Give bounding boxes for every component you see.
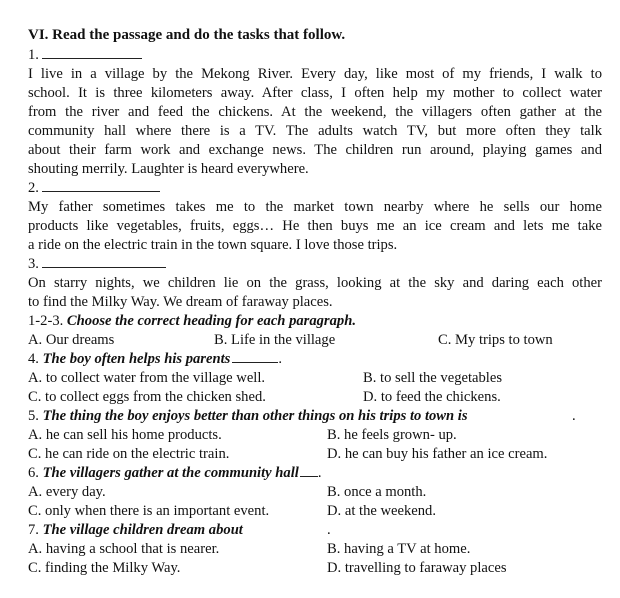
answer-option[interactable]: D. he can buy his father an ice cream. [327,446,548,462]
paragraph-1-heading-blank[interactable] [42,46,142,59]
paragraph-2-line: a ride on the electric train in the town square. I love those trips. [28,237,398,253]
question-number: 6. [28,465,39,481]
answer-option[interactable]: A. he can sell his home products. [28,427,222,443]
answer-option[interactable]: A. Our dreams [28,332,115,348]
paragraph-3-line: to find the Milky Way. We dream of faraway places. [28,294,333,310]
paragraph-2-line: My father sometimes takes me to the market town nearby where he sells our home [28,199,602,215]
paragraph-1-number: 1. [28,47,39,63]
answer-option[interactable]: B. Life in the village [214,332,336,348]
question-stem [28,350,282,369]
paragraph-3-heading-blank[interactable] [42,255,166,268]
answer-option[interactable]: C. he can ride on the electric train. [28,446,230,462]
answer-option[interactable]: A. every day. [28,484,106,500]
section-heading: VI. Read the passage and do the tasks that follow. [28,27,346,43]
answer-option[interactable]: C. My trips to town [438,332,553,348]
answer-blank[interactable] [232,350,278,363]
question-trailing-period: . [317,465,322,481]
question-number: 4. [28,351,39,367]
paragraph-1-line: about their farm work and exchange news. The children run around, playing games and [28,142,602,158]
paragraph-2-heading-blank[interactable] [42,179,160,192]
question-trailing-period: . [327,522,331,538]
answer-option[interactable]: A. having a school that is nearer. [28,541,220,557]
question-number: 7. [28,522,39,538]
answer-option[interactable]: C. finding the Milky Way. [28,560,181,576]
question-text: The boy often helps his parents [42,351,231,367]
question-stem [28,407,468,426]
paragraph-3-number-row [28,255,166,274]
paragraph-1-line: community hall where there is a TV. The adults watch TV, but more often they talk [28,123,602,139]
paragraph-1-line: shouting merrily. Laughter is heard everywhere. [28,161,309,177]
paragraph-1-line: school. It is three kilometers away. After class, I often help my mother to collect water [28,85,602,101]
paragraph-2-number: 2. [28,180,39,196]
paragraph-2-line: products like vegetables, fruits, eggs… He then buys me an ice cream and lets me take [28,218,602,234]
answer-option[interactable]: A. to collect water from the village well. [28,370,266,386]
answer-option[interactable]: D. travelling to faraway places [327,560,507,576]
question-text: The thing the boy enjoys better than other things on his trips to town is [42,408,468,424]
paragraph-3-line: On starry nights, we children lie on the grass, looking at the sky and daring each other [28,275,602,291]
answer-blank[interactable] [300,464,318,477]
paragraph-1-number-row [28,46,142,65]
question-stem [28,464,321,483]
answer-option[interactable]: C. only when there is an important event. [28,503,270,519]
question-text: The villagers gather at the community hall [42,465,299,481]
question-text: Choose the correct heading for each paragraph. [66,313,356,329]
paragraph-3-number: 3. [28,256,39,272]
question-number: 1-2-3. [28,313,64,329]
answer-option[interactable]: D. at the weekend. [327,503,437,519]
answer-option[interactable]: B. having a TV at home. [327,541,471,557]
question-stem [28,312,356,331]
question-stem [28,521,243,540]
paragraph-1-line: I live in a village by the Mekong River. Every day, like most of my friends, I walk to [28,66,602,82]
question-trailing-period: . [278,351,282,367]
answer-option[interactable]: C. to collect eggs from the chicken shed. [28,389,266,405]
paragraph-2-number-row [28,179,160,198]
question-trailing-period: . [572,408,576,424]
question-text: The village children dream about [42,522,243,538]
answer-option[interactable]: D. to feed the chickens. [363,389,501,405]
answer-option[interactable]: B. he feels grown- up. [327,427,457,443]
question-number: 5. [28,408,39,424]
paragraph-1-line: from the river and feed the chickens. At the weekend, the villagers often gather at the [28,104,602,120]
answer-option[interactable]: B. once a month. [327,484,427,500]
answer-option[interactable]: B. to sell the vegetables [363,370,503,386]
